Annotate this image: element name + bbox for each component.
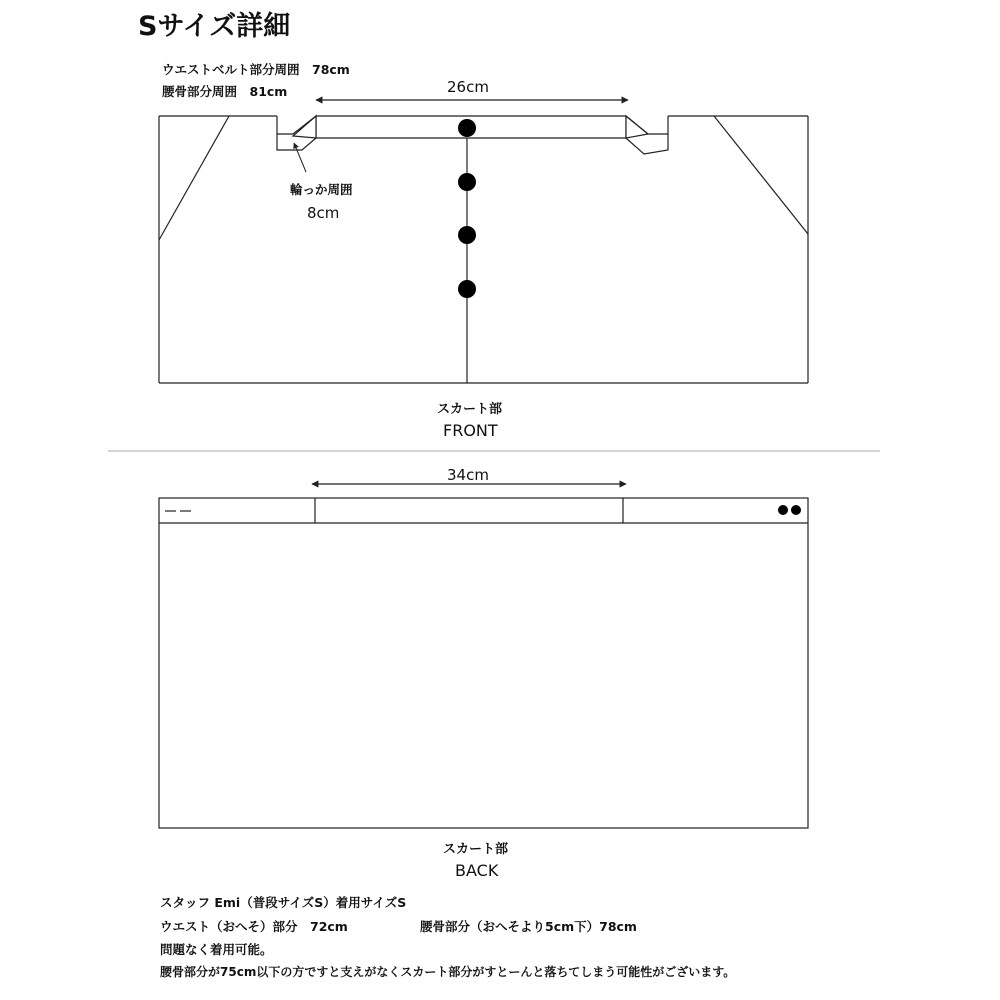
back-caption-jp: スカート部 bbox=[443, 842, 509, 857]
back-caption-en: BACK bbox=[455, 861, 499, 880]
loop-value: 8cm bbox=[307, 204, 340, 222]
note-hipbone: 腰骨部分（おへそより5cm下）78cm bbox=[420, 919, 637, 934]
note-staff: スタッフ Emi（普段サイズS）着用サイズS bbox=[160, 895, 407, 910]
back-skirt-outline bbox=[159, 498, 808, 828]
front-caption-en: FRONT bbox=[443, 421, 498, 440]
back-button-2 bbox=[791, 505, 801, 515]
note-ok: 問題なく着用可能。 bbox=[160, 942, 273, 957]
front-button-4 bbox=[458, 280, 476, 298]
waist-belt-measurement: ウエストベルト部分周囲 78cm bbox=[162, 62, 350, 77]
front-skirt-outline bbox=[159, 116, 808, 383]
hip-measurement: 腰骨部分周囲 81cm bbox=[162, 84, 288, 99]
front-button-2 bbox=[458, 173, 476, 191]
note-warning: 腰骨部分が75cm以下の方ですと支えがなくスカート部分がすとーんと落ちてしまう可能性がございます。 bbox=[160, 965, 736, 979]
page-title: Sサイズ詳細 bbox=[138, 11, 291, 42]
back-button-1 bbox=[778, 505, 788, 515]
loop-label: 輪っか周囲 bbox=[290, 182, 353, 197]
front-caption-jp: スカート部 bbox=[437, 402, 503, 417]
front-button-1 bbox=[458, 119, 476, 137]
front-width-label: 26cm bbox=[447, 78, 489, 96]
front-button-3 bbox=[458, 226, 476, 244]
note-waist: ウエスト（おへそ）部分 72cm bbox=[160, 919, 348, 934]
back-width-label: 34cm bbox=[447, 466, 489, 484]
